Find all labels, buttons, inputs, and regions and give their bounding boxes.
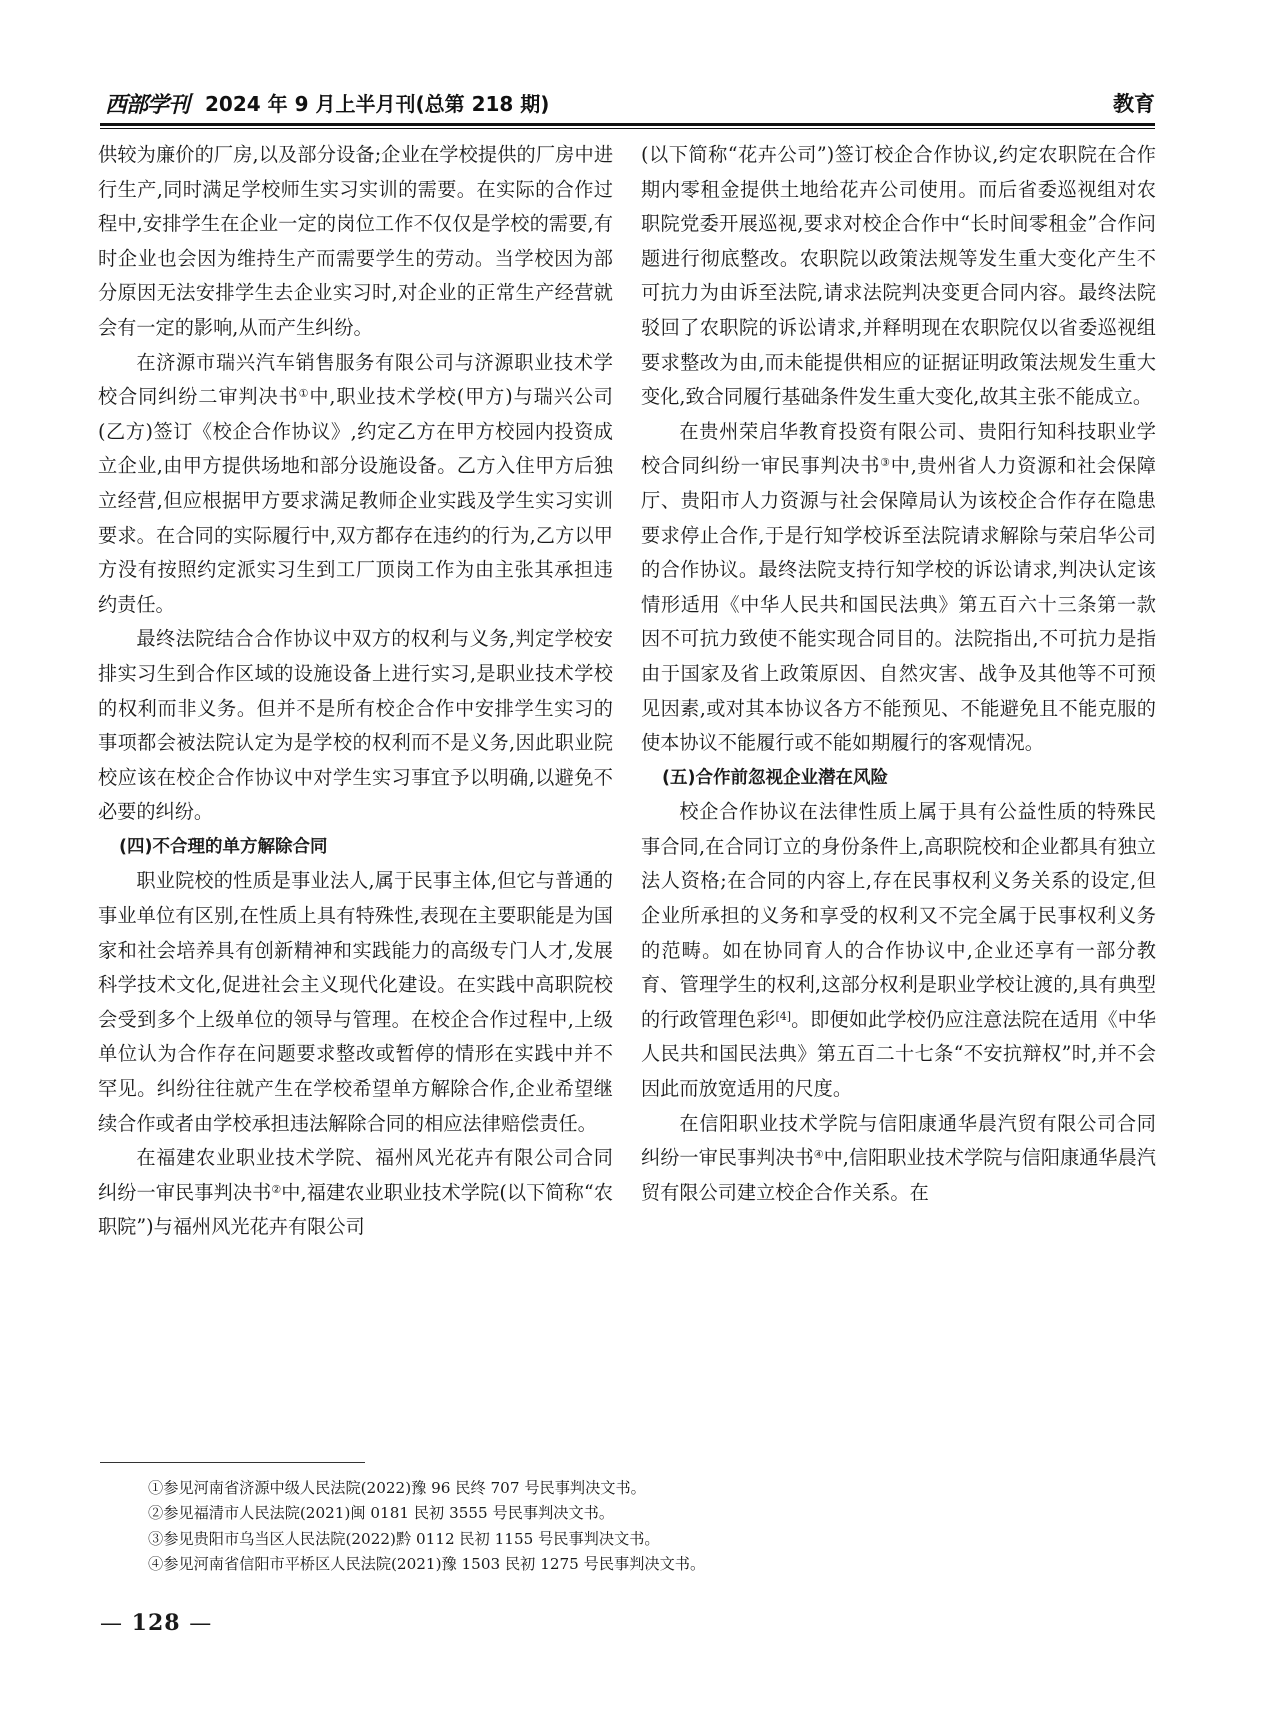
section-heading: (五)合作前忽视企业潜在风险 — [662, 767, 888, 788]
footnote: ①参见河南省济源中级人民法院(2022)豫 96 民终 707 号民事判决文书。 — [148, 1479, 646, 1497]
page-dash-left: — — [100, 1611, 123, 1636]
header-rule-thin — [100, 128, 1155, 129]
paragraph-text: 。即便如此学校仍应注意法院在适用《中华人民共和国民法典》第五百二十七条“不安抗辩权”时,并不会因此而放宽适用的尺度。 — [641, 1007, 1157, 1101]
paragraph-text: 中,职业技术学校(甲方)与瑞兴公司(乙方)签订《校企合作协议》,约定乙方在甲方校园内投资成立企业,由甲方提供场地和部分设施设备。乙方入住甲方后独立经营,但应根据甲方要求满足教师企业实践及学生实习实训要求。在合同的实际履行中,双方都存在违约的行为,乙方以甲方没有按照约定派实习生到工厂顶岗工作为由主张其承担违约责任。 — [98, 385, 613, 616]
paragraph — [98, 1141, 613, 1245]
paragraph-text: 在济源市瑞兴汽车销售服务有限公司与济源职业技术学校合同纠纷二审判决书 — [98, 350, 613, 409]
page-number — [100, 1610, 212, 1636]
footnote: ④参见河南省信阳市平桥区人民法院(2021)豫 1503 民初 1275 号民事判决文书。 — [148, 1555, 706, 1574]
citation-ref: [4] — [775, 1009, 792, 1023]
paragraph-text: 在信阳职业技术学院与信阳康通华晨汽贸有限公司合同纠纷一审民事判决书 — [641, 1111, 1156, 1170]
page-header — [105, 88, 1155, 122]
paragraph: 职业院校的性质是事业法人,属于民事主体,但它与普通的事业单位有区别,在性质上具有特殊性,表现在主要职能是为国家和社会培养具有创新精神和实践能力的高级专门人才,发展科学技术文化,促进社会主义现代化建设。在实践中高职院校会受到多个上级单位的领导与管理。在校企合作过程中,上级单位认为合作存在问题要求整改或暂停的情形在实践中并不罕见。纠纷往往就产生在学校希望单方解除合作,企业希望继续合作或者由学校承担违法解除合同的相应法律赔偿责任。 — [98, 869, 613, 1135]
footnote: ③参见贵阳市乌当区人民法院(2022)黔 0112 民初 1155 号民事判决文书。 — [148, 1529, 660, 1548]
section-label: 教育 — [1113, 92, 1155, 116]
page-number-value: 128 — [131, 1610, 181, 1636]
paragraph-text: 校企合作协议在法律性质上属于具有公益性质的特殊民事合同,在合同订立的身份条件上,高职院校和企业都具有独立法人资格;在合同的内容上,存在民事权利义务关系的设定,但企业所承担的义务和享受的权利又不完全属于民事权利义务的范畴。如在协同育人的合作协议中,企业还享有一部分教育、管理学生的权利,这部分权利是职业学校让渡的,具有典型的行政管理色彩 — [641, 800, 1156, 1031]
paragraph-text: 在福建农业职业技术学院、福州风光花卉有限公司合同纠纷一审民事判决书 — [98, 1146, 613, 1204]
journal-logo: 西部学刊 — [105, 92, 190, 118]
left-column — [98, 138, 613, 1245]
section-heading: (四)不合理的单方解除合同 — [119, 836, 328, 857]
footnote: ②参见福清市人民法院(2021)闽 0181 民初 3555 号民事判决文书。 — [148, 1504, 615, 1523]
header-rule-thick — [100, 123, 1155, 126]
footnote-ref: ① — [298, 387, 310, 401]
paragraph: 最终法院结合合作协议中双方的权利与义务,判定学校安排实习生到合作区域的设施设备上进行实习,是职业技术学校的权利而非义务。但并不是所有校企合作中安排学生实习的事项都会被法院认定为是学校的权利而不是义务,因此职业院校应该在校企合作协议中对学生实习事宜予以明确,以避免不必要的纠纷。 — [98, 627, 613, 824]
paragraph — [641, 795, 1156, 1106]
footnote-ref: ③ — [880, 456, 891, 470]
paragraph: (以下简称“花卉公司”)签订校企合作协议,约定农职院在合作期内零租金提供土地给花卉公司使用。而后省委巡视组对农职院党委开展巡视,要求对校企合作中“长时间零租金”合作问题进行彻底整改。农职院以政策法规等发生重大变化产生不可抗力为由诉至法院,请求法院判决变更合同内容。最终法院驳回了农职院的诉讼请求,并释明现在农职院仅以省委巡视组要求整改为由,而未能提供相应的证据证明政策法规发生重大变化,致合同履行基础条件发生重大变化,故其主张不能成立。 — [641, 143, 1156, 409]
paragraph-text: 中,信阳职业技术学院与信阳康通华晨汽贸有限公司建立校企合作关系。在 — [641, 1146, 1156, 1204]
paragraph — [98, 346, 613, 623]
paragraph — [641, 1107, 1156, 1211]
issue-info: 2024 年 9 月上半月刊(总第 218 期) — [205, 92, 550, 116]
paragraph-text: 中,贵州省人力资源和社会保障厅、贵阳市人力资源与社会保障局认为该校企合作存在隐患要求停止合作,于是行知学校诉至法院请求解除与荣启华公司的合作协议。最终法院支持行知学校的诉讼请求,判决认定该情形适用《中华人民共和国民法典》第五百六十三条第一款因不可抗力致使不能实现合同目的。法院指出,不可抗力是指由于国家及省上政策原因、自然灾害、战争及其他等不可预见因素,或对其本协议各方不能预见、不能避免且不能克服的使本协议不能履行或不能如期履行的客观情况。 — [641, 454, 1156, 755]
right-column — [641, 138, 1156, 1210]
footnote-ref: ④ — [813, 1148, 824, 1162]
footnote-ref: ② — [271, 1182, 282, 1196]
footnote-divider — [100, 1462, 365, 1463]
paragraph-text: 在贵州荣启华教育投资有限公司、贵阳行知科技职业学校合同纠纷一审民事判决书 — [641, 419, 1156, 478]
page-dash-right: — — [189, 1611, 213, 1636]
paragraph — [641, 415, 1156, 761]
footnotes — [148, 1476, 1148, 1578]
paragraph-text: 中,福建农业职业技术学院(以下简称“农职院”)与福州风光花卉有限公司 — [98, 1180, 613, 1239]
paragraph: 供较为廉价的厂房,以及部分设备;企业在学校提供的厂房中进行生产,同时满足学校师生实习实训的需要。在实际的合作过程中,安排学生在企业一定的岗位工作不仅仅是学校的需要,有时企业也会因为维持生产而需要学生的劳动。当学校因为部分原因无法安排学生去企业实习时,对企业的正常生产经营就会有一定的影响,从而产生纠纷。 — [98, 143, 613, 339]
